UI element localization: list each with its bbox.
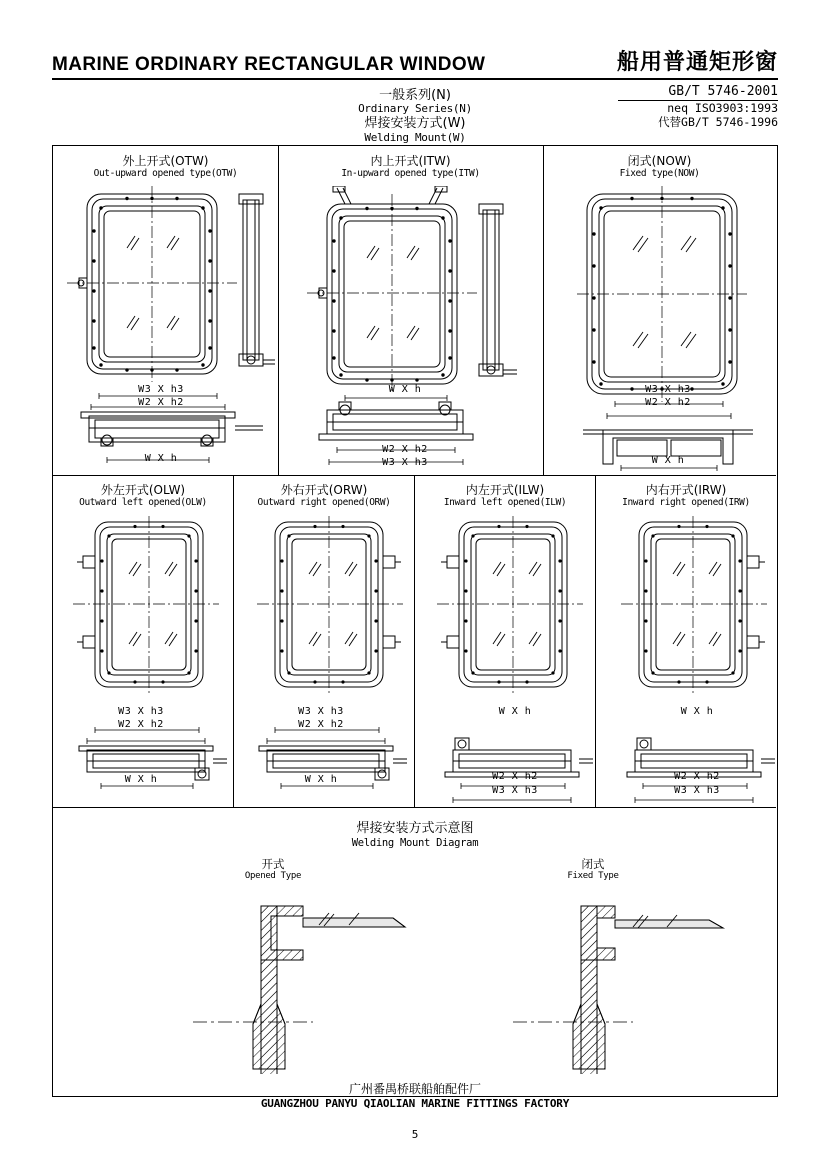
cell-title-otw xyxy=(53,155,278,180)
cell-title-itw-en: In-upward opened type(ITW) xyxy=(341,167,480,179)
page-title-cn: 船用普通矩形窗 xyxy=(616,50,778,75)
mount-opened-label-cn: 开式 xyxy=(261,857,285,871)
drawing-irw xyxy=(619,516,769,716)
cell-title-ilw-en: Inward left opened(ILW) xyxy=(443,496,567,508)
cell-title-otw-cn: 外上开式(OTW) xyxy=(122,154,209,168)
dim-now-wh: W X h xyxy=(651,455,685,466)
drawing-frame xyxy=(52,145,778,1097)
dim-now-w3h3: W3 X h3 xyxy=(645,384,691,395)
cell-title-olw-cn: 外左开式(OLW) xyxy=(100,483,186,497)
cell-title-ilw-cn: 内左开式(ILW) xyxy=(465,483,545,497)
cell-title-now-en: Fixed type(NOW) xyxy=(619,167,700,179)
cell-title-irw xyxy=(596,484,776,509)
standard-number: GB/T 5746-2001 xyxy=(668,84,778,99)
cell-title-ilw xyxy=(415,484,595,509)
cell-title-orw-cn: 外右开式(ORW) xyxy=(280,483,368,497)
dim-ilw-wh: W X h xyxy=(498,706,532,717)
dim-irw-wh: W X h xyxy=(680,706,714,717)
mount-label-en: Welding Mount(W) xyxy=(364,130,466,144)
dim-itw-wh: W X h xyxy=(388,384,422,395)
dim-orw-w2h2: W2 X h2 xyxy=(298,719,344,730)
dim-orw-wh: W X h xyxy=(304,774,338,785)
drawing-orw xyxy=(255,516,405,716)
dim-itw-w2h2: W2 X h2 xyxy=(382,444,428,455)
standard-divider xyxy=(618,100,778,101)
mount-diagram-fixed xyxy=(473,894,733,1074)
mount-fixed-label-cn: 闭式 xyxy=(581,857,605,871)
series-label-en: Ordinary Series(N) xyxy=(358,102,472,116)
cell-title-irw-en: Inward right opened(IRW) xyxy=(622,496,750,508)
cell-title-orw xyxy=(234,484,414,509)
page-footer xyxy=(0,1082,830,1111)
cell-title-now xyxy=(543,155,776,180)
col-divider-r2-a xyxy=(233,475,234,807)
dim-orw-w3h3: W3 X h3 xyxy=(298,706,344,717)
cell-title-olw xyxy=(53,484,233,509)
dim-otw-w3h3: W3 X h3 xyxy=(138,384,184,395)
page-title-en: MARINE ORDINARY RECTANGULAR WINDOW xyxy=(52,54,486,75)
series-label-cn: 一般系列(N) xyxy=(379,88,451,103)
cell-title-now-cn: 闭式(NOW) xyxy=(627,154,692,168)
standard-equivalence: neq ISO3903:1993 xyxy=(667,100,778,115)
col-divider-r2-b xyxy=(414,475,415,807)
mount-fixed-label-en: Fixed Type xyxy=(567,871,619,882)
dim-irw-w2h2: W2 X h2 xyxy=(674,771,720,782)
page-number: 5 xyxy=(411,1128,419,1141)
cell-title-orw-en: Outward right opened(ORW) xyxy=(257,496,391,508)
header-divider xyxy=(52,78,778,80)
col-divider-r1-b xyxy=(543,146,544,475)
dim-olw-w3h3: W3 X h3 xyxy=(118,706,164,717)
page-header xyxy=(52,45,778,76)
company-name-en: GUANGZHOU PANYU QIAOLIAN MARINE FITTINGS FACTORY xyxy=(260,1097,570,1110)
standard-block xyxy=(618,84,778,130)
dim-itw-w3h3: W3 X h3 xyxy=(382,457,428,468)
dim-ilw-w3h3: W3 X h3 xyxy=(492,785,538,796)
mount-diagram-title-en: Welding Mount Diagram xyxy=(351,836,479,849)
mount-diagram-title-cn: 焊接安装方式示意图 xyxy=(356,821,474,836)
cell-title-olw-en: Outward left opened(OLW) xyxy=(79,496,207,508)
drawing-olw xyxy=(73,516,223,716)
standard-supersedes: 代替GB/T 5746-1996 xyxy=(658,115,778,130)
mount-opened-label-en: Opened Type xyxy=(244,871,302,882)
drawing-ilw xyxy=(437,516,587,716)
dim-irw-w3h3: W3 X h3 xyxy=(674,785,720,796)
dim-ilw-w2h2: W2 X h2 xyxy=(492,771,538,782)
cell-title-irw-cn: 内右开式(IRW) xyxy=(645,483,727,497)
cell-title-itw xyxy=(278,155,543,180)
cell-title-itw-cn: 内上开式(ITW) xyxy=(370,154,451,168)
dim-now-w2h2: W2 X h2 xyxy=(645,397,691,408)
mount-diagram-title xyxy=(53,821,777,849)
series-block xyxy=(285,88,545,145)
mount-opened-label xyxy=(203,858,343,882)
dim-olw-w2h2: W2 X h2 xyxy=(118,719,164,730)
dim-otw-wh: W X h xyxy=(144,453,178,464)
cell-title-otw-en: Out-upward opened type(OTW) xyxy=(93,167,238,179)
mount-label-cn: 焊接安装方式(W) xyxy=(364,116,466,132)
dim-otw-w2h2: W2 X h2 xyxy=(138,397,184,408)
company-name-cn: 广州番禺桥联船舶配件厂 xyxy=(348,1082,481,1096)
mount-fixed-label xyxy=(523,858,663,882)
dim-olw-wh: W X h xyxy=(124,774,158,785)
mount-diagram-opened xyxy=(153,894,413,1074)
col-divider-r1-a xyxy=(278,146,279,475)
